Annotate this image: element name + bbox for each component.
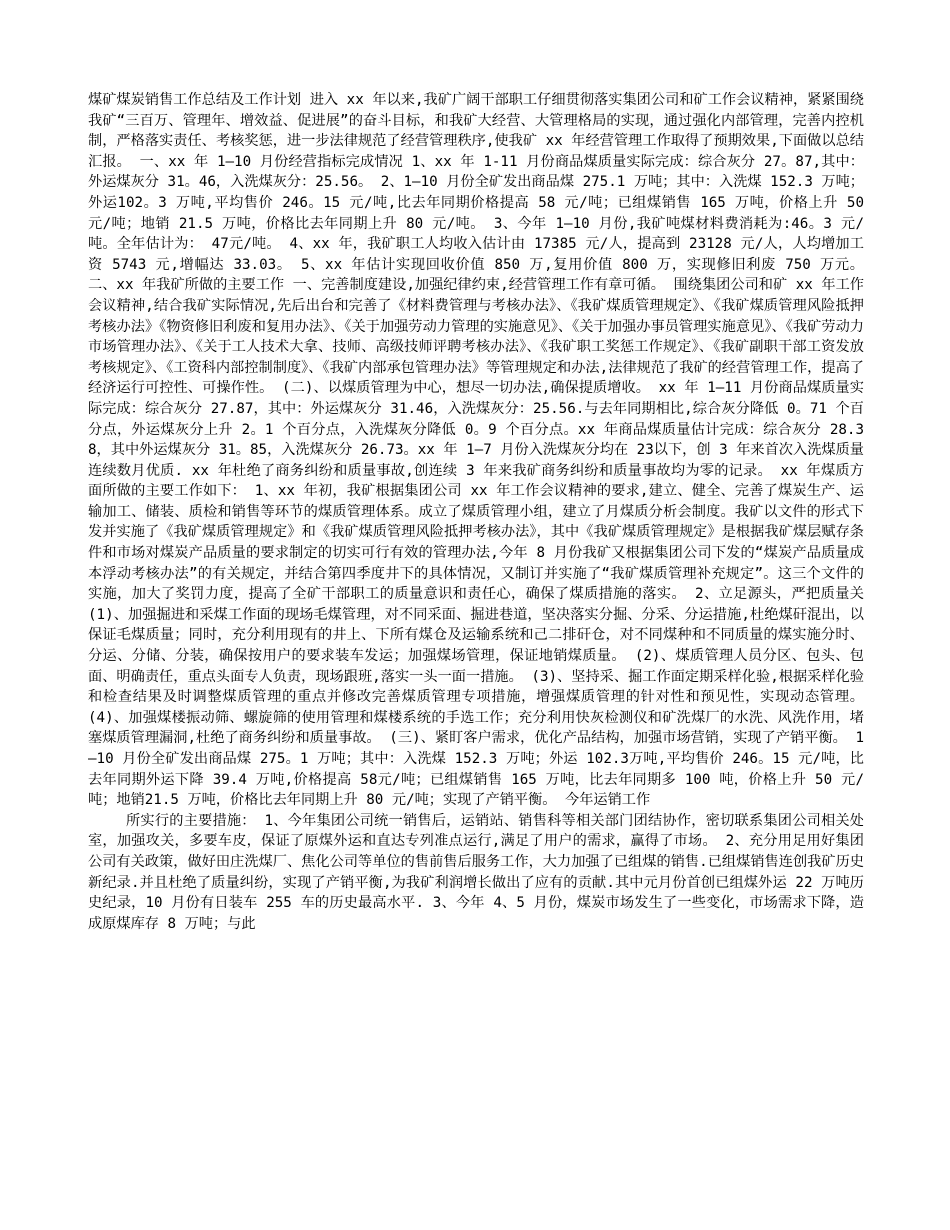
paragraph-summary: 煤矿煤炭销售工作总结及工作计划 进入 xx 年以来,我矿广阔干部职工仔细贯彻落实集团公司和矿工作会议精神，紧紧围绕我矿“三百万、管理年、增效益、促进展”的奋斗目标，和我矿大经营、大管理格局的实现，通过强化内部管理，完善内控机制，严格落实责任、考核奖惩，进一步法律规范了经营管理秩序,使我矿 xx 年经营管理工作取得了预期效果,下面做以总结汇报。 一、xx 年 1—10 月份经营指标完成情况 1、xx 年 1-11 月份商品煤质量实际完成：综合灰分 27。87,其中：外运煤灰分 31。46，入洗煤灰分：25.56。 2、1—10 月份全矿发出商品煤 275.1 万吨；其中：入洗煤 152.3 万吨；外运102。3 万吨,平均售价 246。15 元/吨,比去年同期价格提高 58 元/吨；已组煤销售 165 万吨，价格上升 50 元/吨；地销 21.5 万吨，价格比去年同期上升 80 元/吨。 3、今年 1—10 月份,我矿吨煤材料费消耗为:46。3 元/吨。全年估计为： 47元/吨。 4、xx 年，我矿职工人均收入估计由 17385 元/人，提高到 23128 元/人，人均增加工资 5743 元,增幅达 33.03。 5、xx 年估计实现回收价值 850 万,复用价值 800 万，实现修旧利废 750 万元。 二、xx 年我矿所做的主要工作 一、完善制度建设,加强纪律约束,经营管理工作有章可循。 围绕集团公司和矿 xx 年工作会议精神,结合我矿实际情况,先后出台和完善了《材料费管理与考核办法》、《我矿煤质管理规定》、《我矿煤质管理风险抵押考核办法》《物资修旧利废和复用办法》、《关于加强劳动力管理的实施意见》、《关于加强办事员管理实施意见》、《我矿劳动力市场管理办法》、《关于工人技术大拿、技师、高级技师评聘考核办法》、《我矿职工奖惩工作规定》、《我矿副职干部工资发放考核规定》、《工资科内部控制制度》、《我矿内部承包管理办法》等管理规定和办法,法律规范了我矿的经营管理工作，提高了经济运行可控性、可操作性。 (二)、以煤质管理为中心，想尽一切办法,确保提质增收。 xx 年 1—11 月份商品煤质量实际完成：综合灰分 27.87，其中：外运煤灰分 31.46，入洗煤灰分：25.56.与去年同期相比,综合灰分降低 0。71 个百分点，外运煤灰分上升 2。1 个百分点，入洗煤灰分降低 0。9 个百分点。xx 年商品煤质量估计完成：综合灰分 28.38，其中外运煤灰分 31。85，入洗煤灰分 26.73。xx 年 1—7 月份入洗煤灰分均在 23以下，创 3 年来首次入洗煤质量连续数月优质. xx 年杜绝了商务纠纷和质量事故,创连续 3 年来我矿商务纠纷和质量事故均为零的记录。 xx 年煤质方面所做的主要工作如下： 1、xx 年初，我矿根据集团公司 xx 年工作会议精神的要求,建立、健全、完善了煤炭生产、运输加工、储装、质检和销售等环节的煤质管理体系。成立了煤质管理小组，建立了月煤质分析会制度。我矿以文件的形式下发并实施了《我矿煤质管理规定》和《我矿煤质管理风险抵押考核办法》，其中《我矿煤质管理规定》是根据我矿煤层赋存条件和市场对煤炭产品质量的要求制定的切实可行有效的管理办法,今年 8 月份我矿又根据集团公司下发的“煤炭产品质量成本浮动考核办法”的有关规定，并结合第四季度井下的具体情况，又制订并实施了“我矿煤质管理补充规定”。这三个文件的实施，加大了奖罚力度，提高了全矿干部职工的质量意识和责任心，确保了煤质措施的落实。 2、立足源头，严把质量关 (1)、加强掘进和采煤工作面的现场毛煤管理，对不同采面、掘进巷道，坚决落实分掘、分采、分运措施,杜绝煤矸混出，以保证毛煤质量；同时，充分利用现有的井上、下所有煤仓及运输系统和己二排矸仓，对不同煤种和不同质量的煤实施分时、分运、分储、分装，确保按用户的要求装车发运；加强煤场管理，保证地销煤质量。 (2)、煤质管理人员分区、包头、包面、明确责任，重点头面专人负责，现场跟班,落实一头一面一措施。 (3)、坚持采、掘工作面定期采样化验,根据采样化验和检查结果及时调整煤质管理的重点并修改完善煤质管理专项措施，增强煤质管理的针对性和预见性，实现动态管理。 (4)、加强煤楼振动筛、螺旋筛的使用管理和煤楼系统的手选工作；充分利用快灰检测仪和矿洗煤厂的水洗、风洗作用，堵塞煤质管理漏洞,杜绝了商务纠纷和质量事故。 (三)、紧盯客户需求，优化产品结构，加强市场营销，实现了产销平衡。 1—10 月份全矿发出商品煤 275。1 万吨；其中：入洗煤 152.3 万吨；外运 102.3万吨,平均售价 246。15 元/吨，比去年同期外运下降 39.4 万吨,价格提高 58元/吨；已组煤销售 165 万吨，比去年同期多 100 吨，价格上升 50 元/吨；地销21.5 万吨，价格比去年同期上升 80 元/吨；实现了产销平衡。 今年运销工作 bbox=[88, 92, 864, 809]
document-body bbox=[88, 90, 864, 934]
paragraph-measures: 所实行的主要措施： 1、今年集团公司统一销售后，运销站、销售科等相关部门团结协作，密切联系集团公司相关处室，加强攻关，多要车皮，保证了原煤外运和直达专列准点运行,满足了用户的需求，赢得了市场。 2、充分用足用好集团公司有关政策，做好田庄洗煤厂、焦化公司等单位的售前售后服务工作，大力加强了已组煤的销售.已组煤销售连创我矿历史新纪录.并且杜绝了质量纠纷，实现了产销平衡,为我矿利润增长做出了应有的贡献.其中元月份首创已组煤外运 22 万吨历史纪录，10 月份有日装车 255 车的历史最高水平. 3、今年 4、5 月份，煤炭市场发生了一些变化，市场需求下降，造成原煤库存 8 万吨；与此 bbox=[88, 812, 864, 932]
